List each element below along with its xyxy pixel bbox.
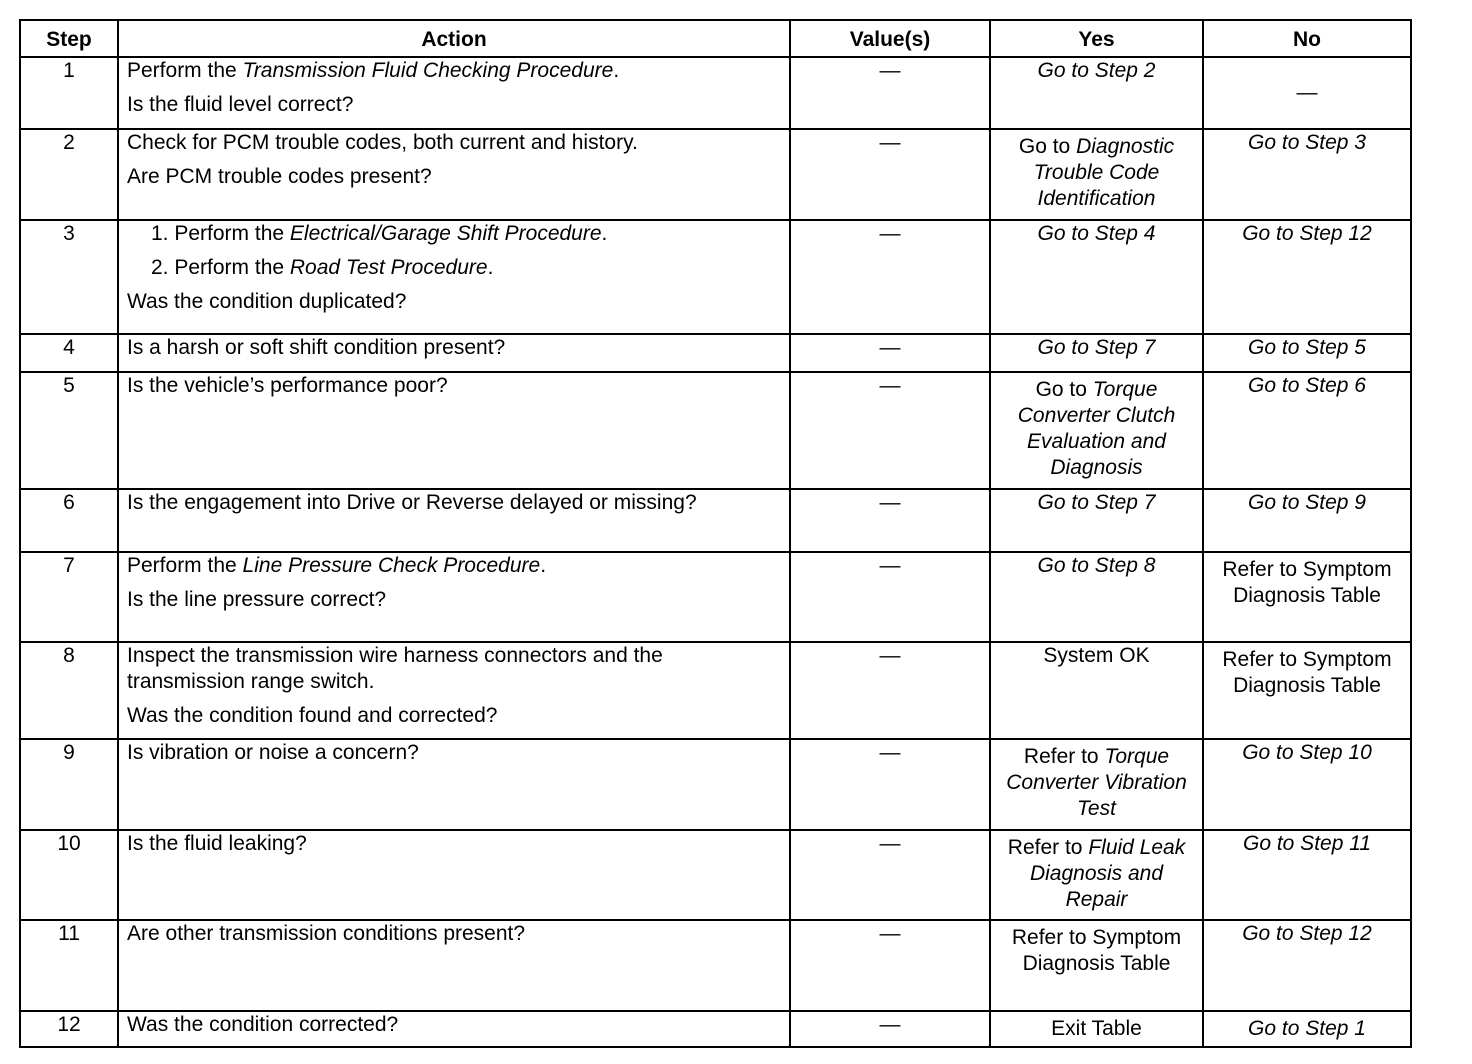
yes-reference: Go to Step 7 [1037, 491, 1156, 514]
step-number: 2 [20, 129, 118, 220]
no-cell: Go to Step 1 [1203, 1011, 1411, 1047]
yes-reference: Go to Step 2 [1037, 59, 1156, 82]
value-dash: — [879, 59, 901, 82]
action-question: Was the condition found and corrected? [127, 704, 498, 727]
yes-cell [990, 220, 1203, 334]
step-number: 1 [20, 57, 118, 129]
table-row [20, 220, 1411, 334]
value-cell [790, 920, 990, 1011]
value-cell [790, 129, 990, 220]
action-cell [118, 57, 790, 129]
value-dash: — [879, 554, 901, 577]
yes-cell [990, 920, 1203, 1011]
value-dash: — [879, 374, 901, 397]
table-row [20, 129, 1411, 220]
table-row [20, 642, 1411, 739]
no-cell: Refer to Symptom Diagnosis Table [1203, 642, 1411, 739]
yes-text: Refer to Symptom Diagnosis Table [1011, 926, 1182, 975]
yes-text: Exit Table [1051, 1017, 1142, 1040]
yes-cell [990, 1011, 1203, 1047]
table-row [20, 552, 1411, 642]
yes-reference: Torque Converter Vibration Test [1006, 745, 1187, 820]
yes-reference: Go to Step 8 [1037, 554, 1156, 577]
action-question: Is the vehicle’s performance poor? [127, 374, 448, 397]
no-cell: Refer to Symptom Diagnosis Table [1203, 552, 1411, 642]
step-number: 5 [20, 372, 118, 489]
action-cell [118, 334, 790, 372]
yes-cell [990, 334, 1203, 372]
step-number: 8 [20, 642, 118, 739]
action-text: Perform the [127, 59, 243, 82]
action-question: Was the condition corrected? [127, 1013, 399, 1036]
action-cell [118, 920, 790, 1011]
action-cell [118, 372, 790, 489]
no-cell: Go to Step 11 [1203, 830, 1411, 920]
action-question: Is the fluid leaking? [127, 832, 307, 855]
no-cell: Go to Step 12 [1203, 220, 1411, 334]
procedure-ref: Road Test Procedure [289, 256, 488, 279]
yes-reference: Go to Step 4 [1037, 222, 1156, 245]
value-cell [790, 552, 990, 642]
header-no: No [1203, 20, 1411, 57]
yes-text: Refer to [1007, 836, 1089, 859]
yes-cell [990, 642, 1203, 739]
header-values: Value(s) [790, 20, 990, 57]
yes-cell [990, 57, 1203, 129]
no-cell: Go to Step 3 [1203, 129, 1411, 220]
value-dash: — [879, 741, 901, 764]
no-cell: Go to Step 12 [1203, 920, 1411, 1011]
action-question: Are PCM trouble codes present? [127, 165, 432, 188]
step-number: 6 [20, 489, 118, 552]
action-text: Inspect the transmission wire harness connectors and the transmission range switch. [127, 644, 663, 693]
no-cell: Go to Step 9 [1203, 489, 1411, 552]
step-number: 4 [20, 334, 118, 372]
step-number: 11 [20, 920, 118, 1011]
action-cell [118, 489, 790, 552]
yes-cell [990, 830, 1203, 920]
action-question: Is vibration or noise a concern? [127, 741, 419, 764]
action-text: 1. Perform the [151, 222, 290, 245]
action-question: Are other transmission conditions present? [127, 922, 526, 945]
table-row [20, 920, 1411, 1011]
action-text: Perform the [127, 554, 243, 577]
yes-reference: Go to Step 7 [1037, 336, 1156, 359]
action-text: . [540, 554, 547, 577]
action-cell [118, 739, 790, 830]
action-cell [118, 830, 790, 920]
yes-text: Refer to [1023, 745, 1105, 768]
procedure-ref: Transmission Fluid Checking Procedure [242, 59, 614, 82]
action-text: Check for PCM trouble codes, both current and history. [127, 131, 638, 154]
header-action: Action [118, 20, 790, 57]
yes-reference: Diagnostic Trouble Code Identification [1033, 135, 1175, 210]
yes-text: System OK [1043, 644, 1150, 667]
action-cell [118, 220, 790, 334]
table-row [20, 1011, 1411, 1047]
value-cell [790, 1011, 990, 1047]
action-question: Is the line pressure correct? [127, 588, 387, 611]
yes-cell [990, 739, 1203, 830]
value-dash: — [879, 644, 901, 667]
value-dash: — [879, 491, 901, 514]
no-cell: Go to Step 5 [1203, 334, 1411, 372]
yes-text: Go to [1035, 378, 1093, 401]
yes-cell [990, 552, 1203, 642]
action-cell [118, 1011, 790, 1047]
action-question: Is the fluid level correct? [127, 93, 354, 116]
value-cell [790, 334, 990, 372]
value-dash: — [879, 222, 901, 245]
value-cell [790, 830, 990, 920]
action-question: Is the engagement into Drive or Reverse delayed or missing? [127, 491, 697, 514]
header-yes: Yes [990, 20, 1203, 57]
table-row [20, 489, 1411, 552]
action-question: Was the condition duplicated? [127, 290, 407, 313]
table-row [20, 372, 1411, 489]
value-cell [790, 372, 990, 489]
action-text: . [613, 59, 620, 82]
no-cell: Go to Step 10 [1203, 739, 1411, 830]
no-dash: — [1296, 81, 1318, 104]
procedure-ref: Electrical/Garage Shift Procedure [289, 222, 602, 245]
yes-reference: Torque Converter Clutch Evaluation and Diagnosis [1017, 378, 1176, 479]
step-number: 12 [20, 1011, 118, 1047]
action-question: Is a harsh or soft shift condition present? [127, 336, 506, 359]
no-cell [1203, 57, 1411, 129]
table-row [20, 739, 1411, 830]
value-dash: — [879, 832, 901, 855]
value-cell [790, 57, 990, 129]
action-cell [118, 129, 790, 220]
yes-reference: Fluid Leak Diagnosis and Repair [1029, 836, 1186, 911]
step-number: 7 [20, 552, 118, 642]
value-cell [790, 642, 990, 739]
value-cell [790, 220, 990, 334]
yes-text: Go to [1018, 135, 1077, 158]
value-cell [790, 739, 990, 830]
header-step: Step [20, 20, 118, 57]
step-number: 10 [20, 830, 118, 920]
step-number: 3 [20, 220, 118, 334]
value-dash: — [879, 922, 901, 945]
action-cell [118, 552, 790, 642]
table-row [20, 57, 1411, 129]
no-cell: Go to Step 6 [1203, 372, 1411, 489]
header-row [20, 20, 1411, 57]
value-dash: — [879, 1013, 901, 1036]
action-text: . [487, 256, 494, 279]
value-cell [790, 489, 990, 552]
procedure-ref: Line Pressure Check Procedure [242, 554, 541, 577]
diagnostic-table [19, 19, 1412, 1048]
value-dash: — [879, 131, 901, 154]
table-row [20, 830, 1411, 920]
action-text: . [601, 222, 608, 245]
step-number: 9 [20, 739, 118, 830]
yes-cell [990, 489, 1203, 552]
table-row [20, 334, 1411, 372]
value-dash: — [879, 336, 901, 359]
yes-cell [990, 372, 1203, 489]
action-text: 2. Perform the [151, 256, 290, 279]
yes-cell [990, 129, 1203, 220]
action-cell [118, 642, 790, 739]
